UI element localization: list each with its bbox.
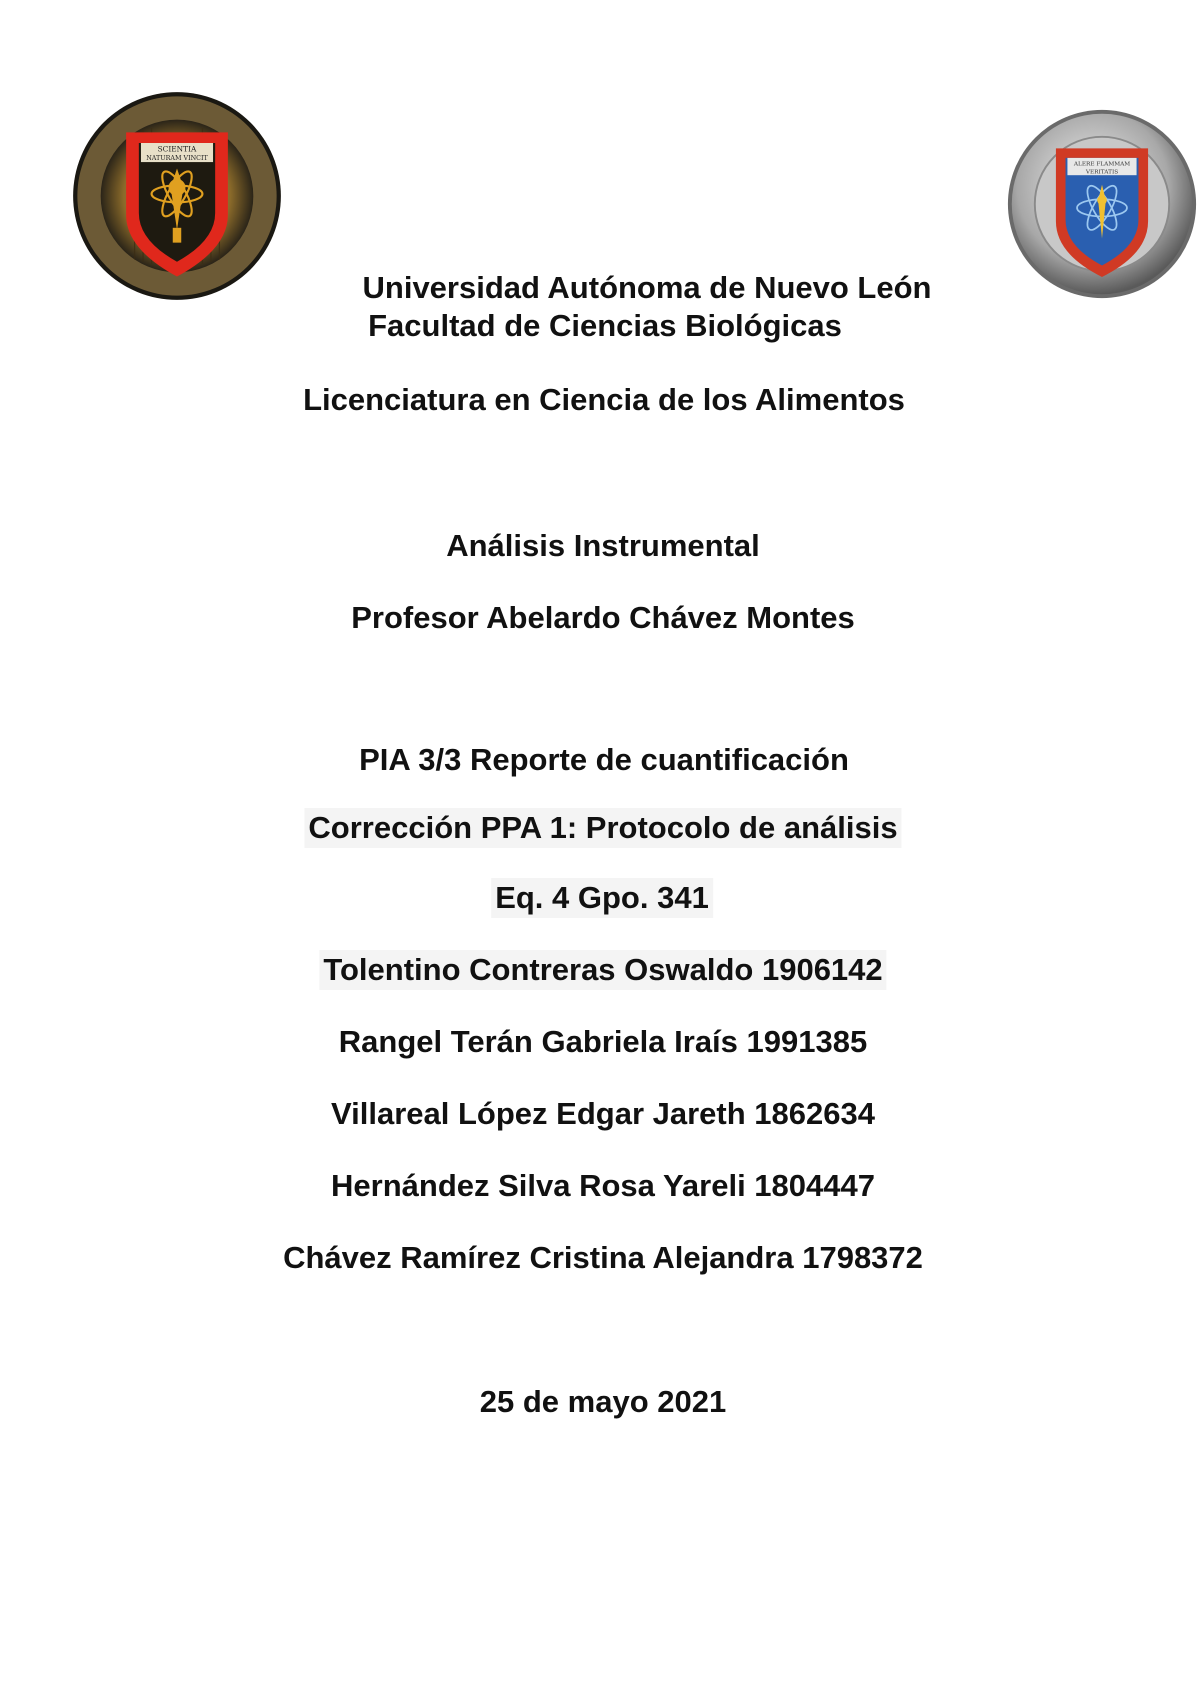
team-member: Rangel Terán Gabriela Iraís 1991385 (338, 1024, 868, 1059)
svg-text:ALERE FLAMMAM: ALERE FLAMMAM (1073, 161, 1131, 168)
correction-title: Corrección PPA 1: Protocolo de análisis (304, 808, 901, 848)
svg-text:SCIENTIA: SCIENTIA (157, 144, 197, 154)
team-member: Villareal López Edgar Jareth 1862634 (331, 1096, 875, 1131)
report-date: 25 de mayo 2021 (479, 1384, 727, 1419)
svg-text:VERITATIS: VERITATIS (1085, 169, 1119, 176)
faculty-name: Facultad de Ciencias Biológicas (368, 308, 842, 343)
svg-text:NATURAM VINCIT: NATURAM VINCIT (146, 154, 208, 162)
team-member: Hernández Silva Rosa Yareli 1804447 (331, 1168, 875, 1203)
professor-name: Profesor Abelardo Chávez Montes (351, 600, 855, 635)
report-title: PIA 3/3 Reporte de cuantificación (359, 742, 849, 777)
fcb-seal-logo (68, 90, 286, 302)
degree-name: Licenciatura en Ciencia de los Alimentos (303, 382, 905, 417)
team-member: Chávez Ramírez Cristina Alejandra 1798372 (283, 1240, 923, 1275)
uanl-seal-logo (1004, 108, 1200, 300)
team-group: Eq. 4 Gpo. 341 (491, 878, 713, 918)
course-subject: Análisis Instrumental (446, 528, 760, 563)
team-member: Tolentino Contreras Oswaldo 1906142 (319, 950, 886, 990)
university-name: Universidad Autónoma de Nuevo León (362, 270, 932, 305)
